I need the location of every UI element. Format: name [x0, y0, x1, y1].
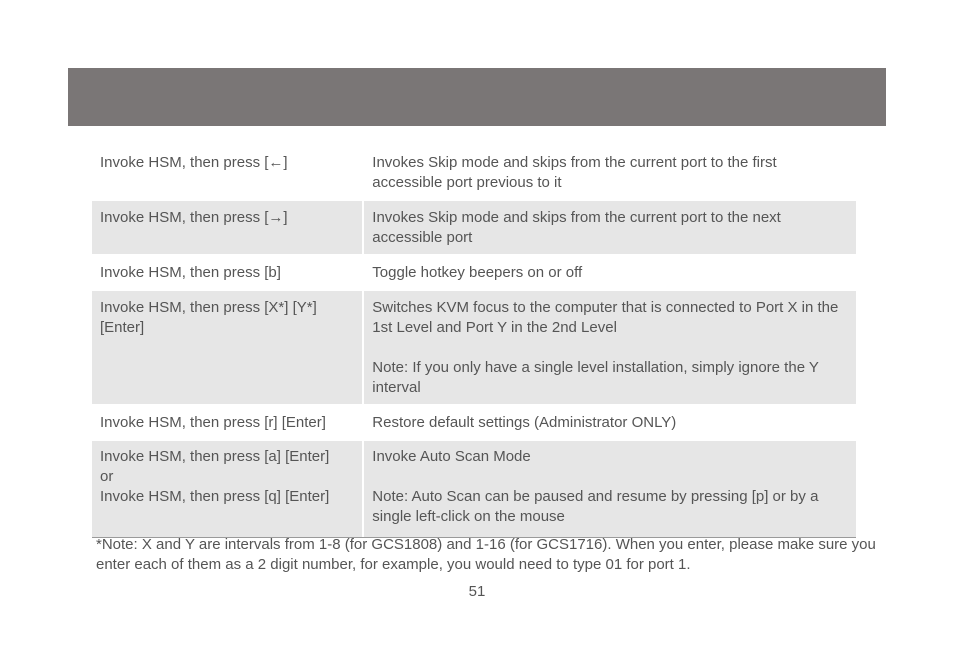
description-note: Note: If you only have a single level installation, simply ignore the Y interval [372, 359, 819, 396]
hotkey-cell: Invoke HSM, then press [←] [100, 154, 288, 171]
description-cell [364, 256, 856, 289]
hotkey-text-alt: Invoke HSM, then press [q] [Enter] [100, 488, 330, 505]
footnote: *Note: X and Y are intervals from 1-8 (for GCS1808) and 1-16 (for GCS1716). When you enter, please make sure you enter each of them as a 2 digit number, for example, you would need to type 01 for port 1. [96, 536, 876, 573]
table-row [92, 146, 856, 199]
hotkey-text: Invoke HSM, then press [a] [Enter] [100, 448, 330, 465]
hotkey-cell: Invoke HSM, then press [r] [Enter] [100, 414, 326, 431]
description-text: Toggle hotkey beepers on or off [372, 264, 583, 281]
hotkey-cell [92, 441, 362, 537]
description-note: Note: Auto Scan can be paused and resume by pressing [p] or by a single left-click on the mouse [372, 488, 819, 525]
description-cell [364, 441, 856, 537]
hotkey-cell: Invoke HSM, then press [b] [100, 264, 281, 281]
description-text: Invokes Skip mode and skips from the current port to the first accessible port previous to it [372, 154, 777, 191]
table-row [92, 404, 856, 439]
description-text: Restore default settings (Administrator ONLY) [372, 414, 677, 431]
description-cell [364, 201, 856, 254]
table-row [92, 289, 856, 404]
hotkey-cell: Invoke HSM, then press [X*] [Y*] [Enter] [92, 291, 362, 404]
description-text: Invokes Skip mode and skips from the current port to the next accessible port [372, 209, 781, 246]
description-cell [364, 406, 856, 439]
table-row [92, 439, 856, 537]
page-number: 51 [468, 583, 486, 600]
header-bar [68, 68, 886, 126]
description-text: Invoke Auto Scan Mode [372, 448, 531, 465]
hotkey-cell: Invoke HSM, then press [→] [92, 201, 362, 254]
description-text: Switches KVM focus to the computer that is connected to Port X in the 1st Level and Port Y in the 2nd Level [372, 299, 839, 336]
description-cell [364, 146, 856, 199]
hotkey-table [92, 146, 856, 538]
table-row [92, 254, 856, 289]
hotkey-or: or [100, 468, 114, 485]
description-cell [364, 291, 856, 404]
table-row [92, 199, 856, 254]
